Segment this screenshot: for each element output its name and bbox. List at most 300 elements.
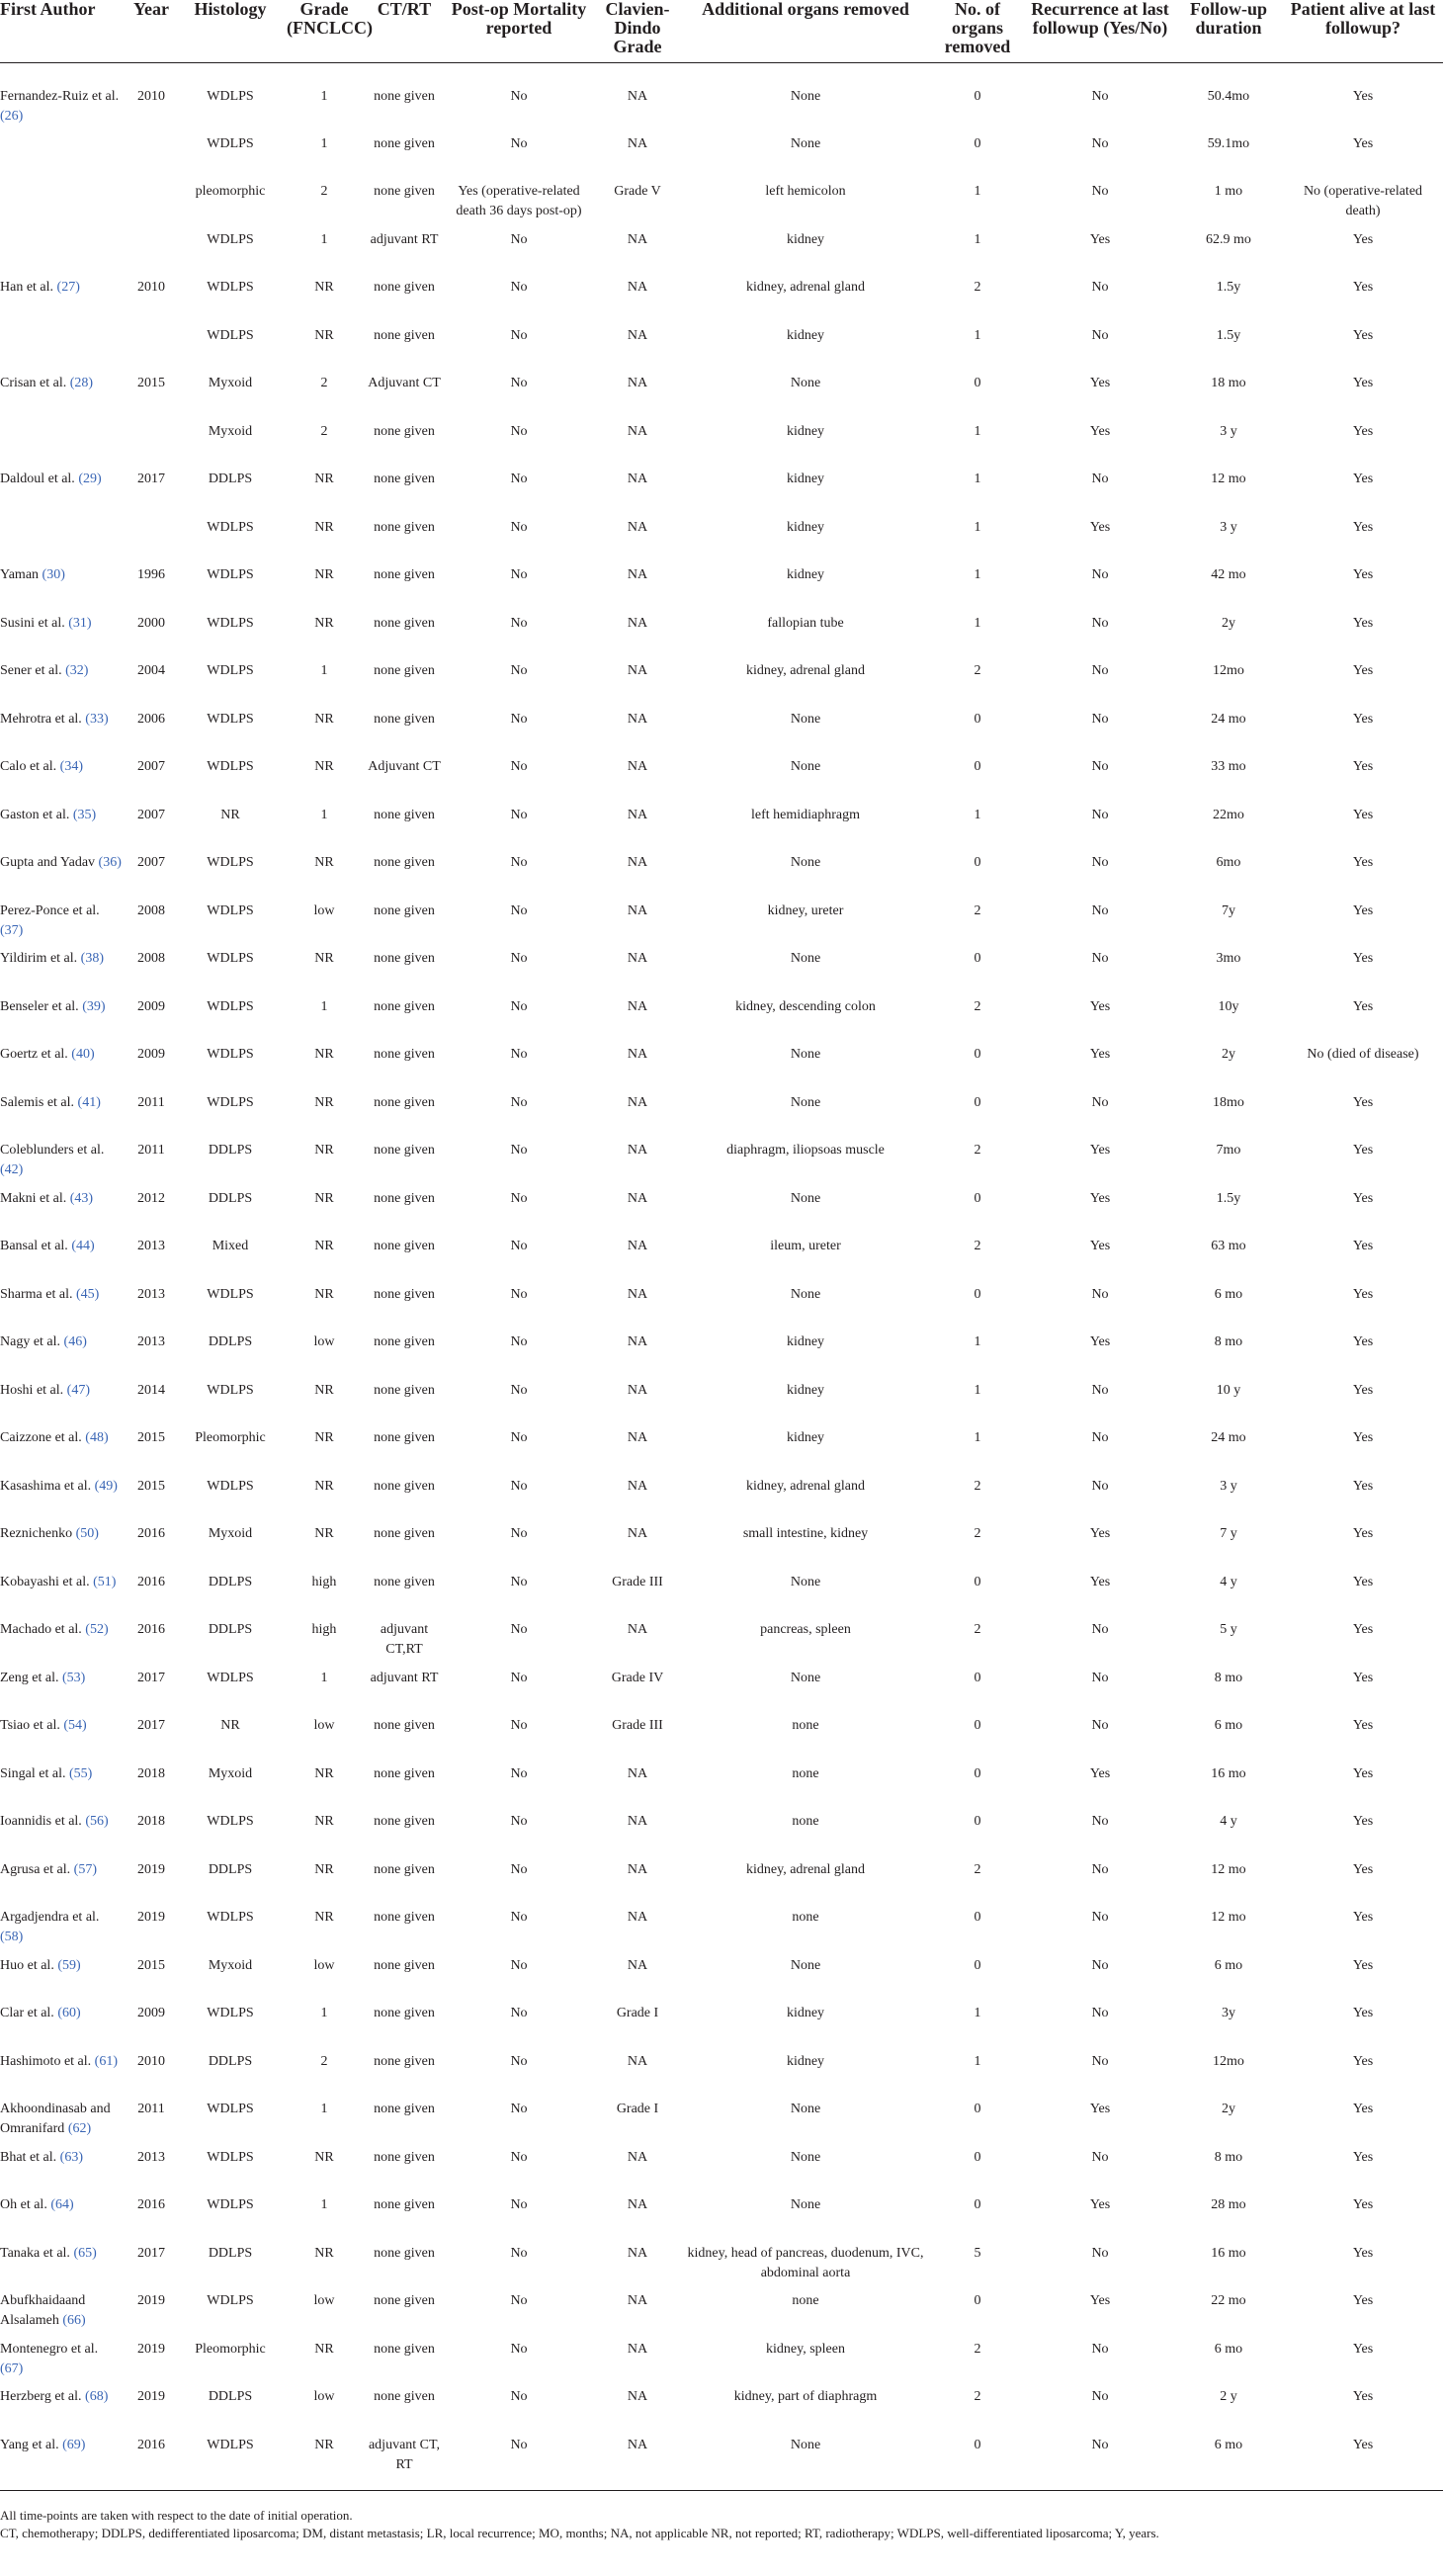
cell-ct-rt: none given: [374, 615, 435, 631]
reference-link[interactable]: (35): [72, 807, 97, 822]
cell-grade: NR: [314, 1814, 334, 1829]
cell-clavien-dindo: NA: [627, 759, 648, 774]
cell-followup-duration: 1.5y: [1216, 327, 1241, 343]
table-row: [0, 1237, 1443, 1285]
table-row: [0, 2148, 1443, 2196]
table-row: [0, 902, 1443, 950]
cell-year: 1996: [137, 567, 165, 582]
reference-link[interactable]: (57): [73, 1861, 97, 1877]
cell-first-author: [0, 518, 127, 566]
reference-link[interactable]: (47): [66, 1382, 90, 1398]
cell-first-author: [0, 422, 127, 471]
table-row: [0, 422, 1443, 471]
cell-organ-count: 2: [974, 2341, 981, 2357]
reference-link[interactable]: (63): [59, 2149, 83, 2165]
author-name: Kasashima et al.: [0, 1478, 92, 1494]
cell-recurrence: No: [1091, 1094, 1109, 1110]
reference-link[interactable]: (59): [57, 1957, 81, 1973]
cell-postop-mortality: No: [510, 376, 528, 390]
reference-link[interactable]: (66): [62, 2313, 86, 2328]
cell-additional-organs: kidney, head of pancreas, duodenum, IVC, abdominal aorta: [687, 2245, 924, 2280]
cell-followup-duration: 2y: [1222, 2102, 1235, 2116]
reference-link[interactable]: (38): [80, 951, 104, 966]
table-row: [0, 326, 1443, 375]
cell-year: 2016: [127, 2436, 176, 2491]
reference-link[interactable]: (46): [63, 1334, 87, 1349]
cell-ct-rt: none given: [374, 1430, 435, 1445]
cell-ct-rt: none given: [374, 1957, 435, 1973]
author-name: Goertz et al.: [0, 1047, 68, 1062]
cell-additional-organs: kidney, spleen: [766, 2341, 845, 2357]
table-row: [0, 949, 1443, 997]
cell-clavien-dindo: NA: [627, 951, 648, 966]
reference-link[interactable]: (51): [93, 1574, 117, 1589]
cell-histology: NR: [220, 807, 240, 822]
cell-year: 2013: [137, 1334, 165, 1349]
cell-patient-alive: Yes: [1352, 1239, 1374, 1253]
reference-link[interactable]: (43): [69, 1190, 94, 1206]
cell-clavien-dindo: NA: [627, 1957, 648, 1973]
header-clavien-dindo: Clavien-Dindo Grade: [593, 0, 682, 63]
cell-organ-count: 2: [974, 1478, 981, 1494]
cell-organ-count: 5: [974, 2245, 981, 2261]
table-row: [0, 1573, 1443, 1621]
cell-additional-organs: none: [792, 1814, 819, 1829]
cell-grade: NR: [314, 1094, 334, 1110]
cell-ct-rt: none given: [374, 1047, 435, 1062]
cell-grade: NR: [314, 1382, 334, 1398]
table-row: [0, 2195, 1443, 2244]
cell-grade: high: [311, 1574, 337, 1589]
author-name: Yildirim et al.: [0, 951, 78, 966]
cell-additional-organs: kidney: [786, 519, 825, 535]
cell-additional-organs: kidney, ureter: [767, 902, 844, 918]
reference-link[interactable]: (29): [78, 472, 102, 486]
reference-link[interactable]: (64): [50, 2197, 74, 2212]
cell-ct-rt: none given: [374, 1718, 435, 1733]
cell-year: 2012: [137, 1190, 165, 1206]
cell-clavien-dindo: NA: [627, 1190, 648, 1206]
cell-clavien-dindo: NA: [627, 423, 648, 439]
cell-ct-rt: none given: [374, 2006, 435, 2020]
reference-link[interactable]: (34): [59, 759, 83, 774]
cell-organ-count: 2: [974, 1526, 981, 1541]
reference-link[interactable]: (31): [68, 615, 92, 631]
reference-link[interactable]: (27): [56, 280, 80, 295]
cell-additional-organs: None: [790, 2197, 821, 2212]
cell-year: 2019: [137, 1910, 165, 1925]
cell-clavien-dindo: NA: [627, 1143, 648, 1158]
table-row: [0, 1285, 1443, 1333]
cell-postop-mortality: No: [510, 1286, 528, 1302]
cell-year: 2004: [137, 663, 165, 678]
cell-ct-rt: none given: [374, 1526, 435, 1541]
cell-histology: WDLPS: [207, 1382, 254, 1398]
cell-additional-organs: kidney, adrenal gland: [746, 1861, 865, 1877]
cell-organ-count: 1: [974, 807, 981, 822]
cell-grade: NR: [314, 951, 334, 966]
cell-organ-count: 1: [974, 472, 981, 486]
cell-postop-mortality: No: [510, 1622, 528, 1637]
cell-histology: WDLPS: [207, 567, 254, 582]
author-name: Ioannidis et al.: [0, 1814, 82, 1829]
cell-recurrence: No: [1091, 327, 1109, 343]
author-name: Hoshi et al.: [0, 1382, 64, 1398]
cell-clavien-dindo: NA: [593, 2436, 682, 2491]
cell-organ-count: 0: [974, 951, 981, 966]
cell-patient-alive: Yes: [1352, 2389, 1374, 2404]
cell-additional-organs: None: [790, 135, 821, 151]
cell-clavien-dindo: NA: [627, 615, 648, 631]
author-name: Argadjendra et al.: [0, 1910, 100, 1925]
cell-first-author: [0, 997, 127, 1046]
table-row: [0, 182, 1443, 230]
cell-additional-organs: None: [790, 1957, 821, 1973]
cell-year: [127, 422, 176, 471]
cell-clavien-dindo: NA: [627, 2149, 648, 2165]
cell-postop-mortality: No: [510, 1574, 528, 1589]
cell-recurrence: Yes: [1089, 2102, 1111, 2116]
cell-grade: NR: [314, 1526, 334, 1541]
cell-year: 2011: [137, 1094, 165, 1110]
cell-first-author: [0, 853, 127, 902]
reference-link[interactable]: (62): [67, 2121, 92, 2136]
table-row: [0, 2436, 1443, 2491]
cell-recurrence: No: [1091, 1382, 1109, 1398]
author-name: Sener et al.: [0, 663, 62, 678]
header-additional-organs: Additional organs removed: [682, 0, 929, 63]
cell-organ-count: 0: [974, 1047, 981, 1062]
cell-ct-rt: adjuvant CT,RT: [380, 1622, 429, 1657]
cell-ct-rt: none given: [374, 1143, 435, 1158]
cell-postop-mortality: No: [510, 759, 528, 774]
reference-link[interactable]: (60): [57, 2006, 81, 2020]
reference-link[interactable]: (54): [63, 1718, 87, 1733]
cell-patient-alive: Yes: [1352, 1430, 1374, 1445]
table-row: [0, 374, 1443, 422]
cell-ct-rt: none given: [374, 2053, 435, 2069]
cell-patient-alive: Yes: [1352, 2149, 1374, 2165]
cell-followup-duration: 8 mo: [1214, 2149, 1243, 2165]
reference-link[interactable]: (42): [0, 1162, 24, 1177]
cell-followup-duration: 12mo: [1213, 663, 1244, 678]
table-row: [0, 2244, 1443, 2292]
cell-clavien-dindo: NA: [627, 135, 648, 151]
cell-clavien-dindo: Grade I: [616, 2006, 659, 2020]
cell-organ-count: 1: [974, 519, 981, 535]
cell-ct-rt: none given: [374, 951, 435, 966]
cell-patient-alive: Yes: [1352, 1094, 1374, 1110]
cell-additional-organs: None: [790, 1190, 821, 1206]
cell-year: [127, 230, 176, 279]
cell-organ-count: 2: [974, 1622, 981, 1637]
cell-first-author: [0, 2244, 127, 2292]
reference-link[interactable]: (32): [65, 663, 89, 678]
cell-additional-organs: kidney: [786, 1334, 825, 1349]
cell-postop-mortality: No: [510, 1910, 528, 1925]
reference-link[interactable]: (55): [69, 1765, 93, 1781]
reference-link[interactable]: (58): [0, 1930, 24, 1944]
header-followup-duration: Follow-up duration: [1174, 0, 1283, 63]
reference-link[interactable]: (37): [0, 922, 24, 938]
cell-clavien-dindo: NA: [627, 1047, 648, 1062]
table-row: [0, 1381, 1443, 1429]
reference-link[interactable]: (36): [98, 855, 122, 870]
cell-clavien-dindo: NA: [627, 89, 648, 104]
cell-first-author: [0, 949, 127, 997]
cell-ct-rt: none given: [374, 1334, 435, 1349]
reference-link[interactable]: (68): [85, 2389, 109, 2404]
cell-ct-rt: adjuvant RT: [370, 231, 439, 247]
cell-recurrence: Yes: [1089, 1239, 1111, 1253]
reference-link[interactable]: (33): [85, 711, 109, 727]
author-name: Machado et al.: [0, 1622, 82, 1637]
cell-ct-rt: none given: [374, 2341, 435, 2357]
cell-grade: NR: [314, 1239, 334, 1253]
cell-ct-rt: none given: [374, 1190, 435, 1206]
reference-link[interactable]: (30): [42, 567, 65, 582]
cell-year: 2016: [137, 1622, 165, 1637]
cell-ct-rt: none given: [374, 89, 435, 104]
cell-patient-alive: Yes: [1352, 1861, 1374, 1877]
cell-patient-alive: Yes: [1352, 423, 1374, 439]
reference-link[interactable]: (45): [75, 1286, 100, 1302]
cell-histology: NR: [220, 1718, 240, 1733]
cell-postop-mortality: No: [510, 1718, 528, 1733]
cell-followup-duration: 18 mo: [1211, 376, 1246, 390]
author-name: Sharma et al.: [0, 1286, 73, 1302]
cell-histology: WDLPS: [207, 998, 254, 1014]
cell-postop-mortality: No: [510, 2149, 528, 2165]
cell-organ-count: 2: [974, 663, 981, 678]
cell-grade: NR: [314, 1910, 334, 1925]
reference-link[interactable]: (53): [61, 1670, 86, 1685]
table-row: [0, 997, 1443, 1046]
cell-patient-alive: Yes: [1352, 376, 1374, 390]
cell-postop-mortality: No: [510, 2245, 528, 2261]
cell-followup-duration: 12 mo: [1211, 1861, 1246, 1877]
reference-link[interactable]: (39): [82, 998, 106, 1014]
author-name: Perez-Ponce et al.: [0, 902, 100, 918]
cell-recurrence: No: [1091, 1861, 1109, 1877]
cell-clavien-dindo: NA: [627, 519, 648, 535]
cell-postop-mortality: No: [510, 472, 528, 486]
cell-histology: WDLPS: [207, 89, 254, 104]
reference-link[interactable]: (52): [85, 1622, 109, 1637]
table-row: [0, 2100, 1443, 2148]
reference-link[interactable]: (28): [69, 376, 94, 390]
cell-ct-rt: none given: [374, 855, 435, 870]
cell-followup-duration: 7mo: [1216, 1143, 1241, 1158]
cell-additional-organs: None: [790, 2149, 821, 2165]
cell-additional-organs: kidney: [786, 423, 825, 439]
cell-recurrence: No: [1091, 1814, 1109, 1829]
author-name: Clar et al.: [0, 2006, 54, 2020]
table-row: [0, 2340, 1443, 2388]
cell-postop-mortality: No: [510, 1814, 528, 1829]
reference-link[interactable]: (41): [77, 1094, 101, 1110]
cell-postop-mortality: No: [510, 1047, 528, 1062]
cell-recurrence: No: [1091, 2006, 1109, 2020]
cell-organ-count: 1: [974, 567, 981, 582]
table-row: [0, 1860, 1443, 1909]
cell-recurrence: No: [1091, 1910, 1109, 1925]
author-name: Bhat et al.: [0, 2149, 57, 2165]
cell-recurrence: No: [1091, 280, 1109, 295]
reference-link[interactable]: (44): [71, 1239, 95, 1253]
cell-first-author: [0, 2340, 127, 2388]
cell-additional-organs: kidney, adrenal gland: [746, 663, 865, 678]
cell-grade: low: [313, 1334, 335, 1349]
cell-postop-mortality: No: [510, 711, 528, 727]
reference-link[interactable]: (65): [73, 2245, 97, 2261]
cell-clavien-dindo: NA: [627, 902, 648, 918]
cell-followup-duration: 12 mo: [1211, 472, 1246, 486]
cell-ct-rt: none given: [374, 998, 435, 1014]
cell-ct-rt: none given: [374, 135, 435, 151]
cell-followup-duration: 2y: [1222, 615, 1235, 631]
cell-ct-rt: none given: [374, 1861, 435, 1877]
cell-followup-duration: 8 mo: [1214, 1334, 1243, 1349]
cell-first-author: [0, 1812, 127, 1860]
header-postop-mortality: Post-op Mortality reported: [445, 0, 593, 63]
cell-recurrence: Yes: [1089, 423, 1111, 439]
reference-link[interactable]: (26): [0, 109, 24, 124]
cell-clavien-dindo: NA: [627, 1622, 648, 1637]
cell-ct-rt: none given: [374, 902, 435, 918]
cell-additional-organs: left hemicolon: [765, 184, 846, 199]
cell-grade: NR: [314, 2341, 334, 2357]
table-row: [0, 2052, 1443, 2101]
cell-year: 2019: [137, 2341, 165, 2357]
table-footnotes: [0, 2491, 1443, 2542]
cell-additional-organs: None: [790, 1094, 821, 1110]
cell-year: 2014: [137, 1382, 165, 1398]
cell-postop-mortality: No: [510, 1382, 528, 1398]
cell-followup-duration: 62.9 mo: [1206, 231, 1251, 247]
reference-link[interactable]: (40): [71, 1047, 95, 1062]
table-row: [0, 853, 1443, 902]
table-row: [0, 2291, 1443, 2340]
author-name: Tsiao et al.: [0, 1718, 60, 1733]
cell-recurrence: No: [1091, 807, 1109, 822]
cell-recurrence: No: [1091, 855, 1109, 870]
cell-first-author: [0, 1093, 127, 1142]
cell-followup-duration: 50.4mo: [1207, 89, 1250, 104]
cell-postop-mortality: No: [510, 2389, 528, 2404]
cell-followup-duration: 4 y: [1220, 1574, 1237, 1589]
cell-clavien-dindo: Grade III: [612, 1574, 663, 1589]
cell-patient-alive: Yes: [1352, 327, 1374, 343]
cell-additional-organs: small intestine, kidney: [742, 1526, 869, 1541]
cell-year: [127, 182, 176, 230]
author-name: Nagy et al.: [0, 1334, 61, 1349]
cell-year: 2017: [137, 1670, 165, 1685]
cell-organ-count: 2: [974, 280, 981, 295]
cell-histology: DDLPS: [208, 2245, 253, 2261]
cell-clavien-dindo: NA: [627, 1286, 648, 1302]
cell-clavien-dindo: NA: [627, 1526, 648, 1541]
table-row: [0, 1045, 1443, 1093]
cell-year: 2007: [137, 759, 165, 774]
cell-histology: DDLPS: [208, 2053, 253, 2069]
cell-histology: WDLPS: [207, 519, 254, 535]
reference-link[interactable]: (69): [62, 2437, 86, 2452]
cell-organ-count: 2: [974, 1861, 981, 1877]
cell-postop-mortality: No: [510, 2006, 528, 2020]
header-first-author: First Author: [0, 0, 127, 63]
cell-organ-count: 0: [974, 759, 981, 774]
cell-clavien-dindo: NA: [627, 2053, 648, 2069]
cell-year: 2015: [137, 1478, 165, 1494]
reference-link[interactable]: (56): [85, 1814, 109, 1829]
cell-organ-count: 0: [974, 855, 981, 870]
cell-postop-mortality: Yes (operative-related death 36 days post-op): [456, 184, 582, 218]
cell-followup-duration: 12 mo: [1211, 1910, 1246, 1925]
author-name: Salemis et al.: [0, 1094, 75, 1110]
cell-grade: low: [313, 2293, 335, 2308]
cell-postop-mortality: No: [510, 1143, 528, 1158]
cell-postop-mortality: No: [510, 2053, 528, 2069]
cell-first-author: [0, 63, 127, 134]
cell-first-author: [0, 470, 127, 518]
cell-patient-alive: Yes: [1283, 2436, 1443, 2491]
cell-patient-alive: No (died of disease): [1307, 1047, 1419, 1062]
cell-histology: DDLPS: [208, 1143, 253, 1158]
reference-link[interactable]: (49): [94, 1478, 118, 1494]
cell-year: 2009: [137, 2006, 165, 2020]
reference-link[interactable]: (48): [85, 1430, 109, 1445]
cell-additional-organs: none: [792, 2293, 819, 2308]
cell-additional-organs: pancreas, spleen: [760, 1622, 851, 1637]
cell-followup-duration: 2 y: [1220, 2389, 1237, 2404]
table-row: [0, 1669, 1443, 1717]
cell-grade: NR: [314, 280, 334, 295]
cell-histology: WDLPS: [207, 1478, 254, 1494]
cell-recurrence: No: [1091, 184, 1109, 199]
cell-first-author: [0, 1141, 127, 1189]
cell-postop-mortality: No: [510, 807, 528, 822]
cell-recurrence: No: [1091, 951, 1109, 966]
cell-postop-mortality: No: [510, 1670, 528, 1685]
cell-additional-organs: None: [790, 1047, 821, 1062]
cell-organ-count: 0: [974, 1910, 981, 1925]
cell-grade: low: [313, 1718, 335, 1733]
reference-link[interactable]: (67): [0, 2361, 24, 2376]
cell-patient-alive: Yes: [1352, 1143, 1374, 1158]
cell-followup-duration: 33 mo: [1211, 759, 1246, 774]
cell-ct-rt: Adjuvant CT: [368, 759, 441, 774]
cell-year: 2011: [137, 1143, 165, 1158]
reference-link[interactable]: (50): [75, 1526, 99, 1541]
cell-grade: NR: [314, 1047, 334, 1062]
cell-additional-organs: None: [790, 951, 821, 966]
cell-clavien-dindo: NA: [627, 1239, 648, 1253]
cell-postop-mortality: No: [510, 1765, 528, 1781]
cell-organ-count: 0: [974, 89, 981, 104]
cell-recurrence: No: [1091, 135, 1109, 151]
cell-year: 2015: [137, 376, 165, 390]
cell-patient-alive: Yes: [1352, 1765, 1374, 1781]
reference-link[interactable]: (61): [94, 2053, 118, 2069]
cell-clavien-dindo: NA: [627, 567, 648, 582]
cell-followup-duration: 16 mo: [1211, 1765, 1246, 1781]
cell-first-author: [0, 1764, 127, 1813]
cell-patient-alive: Yes: [1352, 1814, 1374, 1829]
cell-grade: high: [311, 1622, 337, 1637]
cell-followup-duration: 3 y: [1220, 423, 1237, 439]
table-row: [0, 1332, 1443, 1381]
